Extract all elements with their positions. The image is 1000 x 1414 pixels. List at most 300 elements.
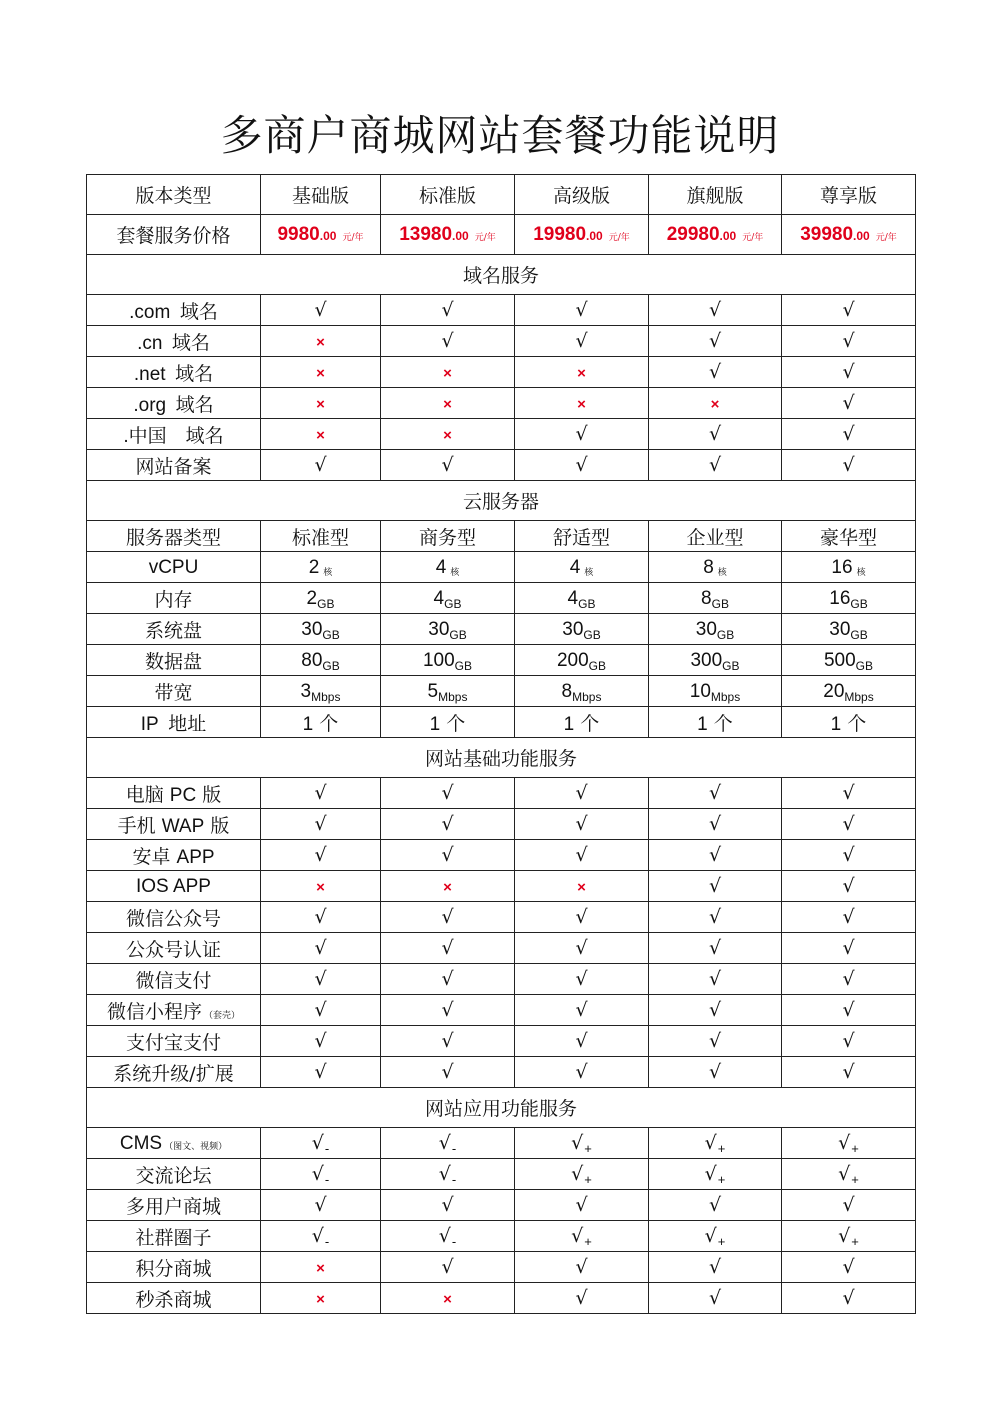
- price-row: [87, 215, 916, 255]
- check-mark-glyph: √: [708, 844, 722, 866]
- spec-unit: GB: [444, 596, 462, 611]
- plus-suffix: +: [851, 1141, 859, 1156]
- check-mark-glyph: √: [842, 1256, 855, 1278]
- spec-number: 1: [302, 713, 314, 735]
- check-mark-glyph: √: [441, 1194, 454, 1216]
- row-label: [87, 902, 261, 933]
- spec-unit: GB: [711, 596, 729, 611]
- spec-value: [261, 676, 381, 707]
- spec-unit: 个: [446, 712, 466, 735]
- feature-label-text: 公众号认证: [125, 938, 221, 961]
- spec-number: 3: [300, 680, 312, 702]
- check-mark-glyph: √: [311, 1225, 324, 1247]
- check-mark-glyph: √: [575, 299, 588, 321]
- check-mark-glyph: √: [842, 361, 855, 383]
- cross-mark: [261, 357, 381, 388]
- domain-row: [87, 357, 916, 388]
- check-mark-glyph: √: [441, 844, 454, 866]
- cross-mark: [515, 388, 649, 419]
- spec-unit: 个: [713, 712, 733, 735]
- check-mark: [782, 1283, 916, 1314]
- spec-unit: GB: [850, 596, 868, 611]
- check-mark-glyph: √: [311, 1132, 324, 1154]
- spec-number: 2: [306, 587, 318, 609]
- section-title-text: 网站基础功能服务: [424, 748, 577, 770]
- feature-label-text: 微信小程序: [106, 1000, 202, 1023]
- check-mark-glyph: √: [708, 299, 722, 321]
- plus-suffix: +: [584, 1141, 592, 1156]
- spec-value: [515, 645, 649, 676]
- spec-value: [381, 707, 515, 738]
- check-mark-glyph: √: [838, 1225, 851, 1247]
- check-mark-glyph: √: [314, 844, 327, 866]
- domain-label-text: 域名: [175, 362, 214, 385]
- section-title: [87, 738, 916, 778]
- row-label: [87, 583, 261, 614]
- ip-row: [87, 707, 916, 738]
- check-plus-mark: [649, 1128, 782, 1159]
- spec-number: 10: [689, 680, 711, 702]
- spec-number: 1: [429, 713, 441, 735]
- cross-mark: [381, 357, 515, 388]
- check-mark-glyph: √: [708, 875, 722, 897]
- check-mark-glyph: √: [575, 937, 588, 959]
- check-mark-glyph: √: [708, 1287, 722, 1309]
- row-label: [87, 840, 261, 871]
- spec-number: 4: [569, 556, 581, 578]
- check-mark-glyph: √: [575, 423, 588, 445]
- check-mark-glyph: √: [314, 1194, 327, 1216]
- cross-mark-glyph: ×: [316, 427, 325, 444]
- cross-mark: [261, 1252, 381, 1283]
- row-label: [87, 778, 261, 809]
- row-label: [87, 1221, 261, 1252]
- spec-unit: GB: [578, 596, 596, 611]
- plan-price: [649, 215, 782, 255]
- data-disk-row: [87, 645, 916, 676]
- spec-number: 4: [567, 587, 579, 609]
- check-mark: [381, 326, 515, 357]
- check-mark-glyph: √: [704, 1132, 717, 1154]
- spec-value: [261, 645, 381, 676]
- plan-name: [261, 175, 381, 215]
- section-basic: [87, 738, 916, 778]
- basic-feature-row: [87, 871, 916, 902]
- check-mark: [515, 1057, 649, 1088]
- check-mark: [381, 1190, 515, 1221]
- check-mark-glyph: √: [441, 813, 454, 835]
- price-amount: 19980: [533, 224, 587, 245]
- domain-row: [87, 419, 916, 450]
- spec-unit: Mbps: [311, 689, 341, 704]
- check-minus-mark: [381, 1221, 515, 1252]
- spec-unit: GB: [583, 627, 601, 642]
- plan-name-text: 高级版: [552, 185, 610, 207]
- price-amount: 9980: [277, 224, 320, 245]
- plus-suffix: +: [717, 1234, 726, 1249]
- plus-suffix: +: [584, 1234, 592, 1249]
- check-mark: [515, 326, 649, 357]
- plan-name: [515, 175, 649, 215]
- spec-number: 5: [427, 680, 439, 702]
- spec-value: [261, 552, 381, 583]
- basic-feature-row: [87, 840, 916, 871]
- check-mark-glyph: √: [842, 782, 855, 804]
- check-mark-glyph: √: [311, 1163, 324, 1185]
- check-mark-glyph: √: [314, 999, 327, 1021]
- check-mark: [782, 450, 916, 481]
- row-label: [87, 1283, 261, 1314]
- check-mark-glyph: √: [842, 937, 855, 959]
- cross-mark: [261, 419, 381, 450]
- check-minus-mark: [261, 1128, 381, 1159]
- app-feature-row: [87, 1159, 916, 1190]
- bandwidth-row: [87, 676, 916, 707]
- memory-row: [87, 583, 916, 614]
- check-mark-glyph: √: [441, 1256, 454, 1278]
- check-minus-mark: [261, 1159, 381, 1190]
- check-mark-glyph: √: [314, 968, 327, 990]
- check-mark: [782, 326, 916, 357]
- price-amount: 29980: [666, 224, 720, 245]
- spec-unit: GB: [850, 627, 868, 642]
- spec-value: [649, 645, 782, 676]
- row-label: [87, 809, 261, 840]
- spec-value: [515, 614, 649, 645]
- check-mark: [649, 964, 782, 995]
- check-mark: [782, 1190, 916, 1221]
- spec-value: [782, 707, 916, 738]
- plan-name-text: 标准版: [418, 185, 476, 207]
- check-minus-mark: [381, 1159, 515, 1190]
- spec-number: 1: [830, 713, 842, 735]
- cross-mark: [381, 1283, 515, 1314]
- check-minus-mark: [261, 1221, 381, 1252]
- server-type-text: 企业型: [686, 526, 744, 549]
- check-mark: [515, 1252, 649, 1283]
- minus-suffix: -: [324, 1172, 330, 1187]
- check-mark-glyph: √: [441, 937, 454, 959]
- spec-value: [649, 676, 782, 707]
- check-plus-mark: [649, 1159, 782, 1190]
- domain-row: [87, 295, 916, 326]
- server-type: [782, 521, 916, 552]
- check-mark: [515, 964, 649, 995]
- check-mark: [261, 840, 381, 871]
- feature-label-text: 系统升级/扩展: [113, 1062, 234, 1085]
- check-mark-glyph: √: [708, 361, 722, 383]
- check-mark-glyph: √: [314, 906, 327, 928]
- check-mark-glyph: √: [441, 999, 454, 1021]
- check-mark-glyph: √: [708, 423, 722, 445]
- cross-mark-glyph: ×: [443, 396, 452, 413]
- feature-label-text: 秒杀商城: [135, 1288, 212, 1311]
- row-label: [87, 1159, 261, 1190]
- plan-name-text: 旗舰版: [686, 185, 744, 207]
- cross-mark-glyph: ×: [443, 879, 452, 896]
- check-minus-mark: [381, 1128, 515, 1159]
- domain-suffix: .org: [133, 394, 167, 416]
- ip-label-text: 地址: [168, 712, 207, 735]
- plan-name-text: 尊享版: [819, 185, 877, 207]
- app-feature-row: [87, 1190, 916, 1221]
- check-mark: [782, 778, 916, 809]
- spec-unit: GB: [322, 658, 340, 673]
- cross-mark: [381, 388, 515, 419]
- spec-number: 80: [301, 649, 323, 671]
- check-mark-glyph: √: [842, 1030, 855, 1052]
- check-mark: [515, 1190, 649, 1221]
- feature-label-sans: CMS: [119, 1132, 163, 1154]
- plan-price: [782, 215, 916, 255]
- check-mark-glyph: √: [708, 968, 722, 990]
- check-mark-glyph: √: [575, 999, 588, 1021]
- spec-value: [782, 676, 916, 707]
- check-mark-glyph: √: [314, 813, 327, 835]
- domain-label-text: 域名: [171, 331, 210, 354]
- check-mark: [649, 1057, 782, 1088]
- server-type: [515, 521, 649, 552]
- spec-value: [515, 676, 649, 707]
- check-mark-glyph: √: [575, 1061, 588, 1083]
- spec-value: [649, 583, 782, 614]
- row-label: [87, 1128, 261, 1159]
- check-mark-glyph: √: [838, 1163, 851, 1185]
- plan-name: [381, 175, 515, 215]
- check-mark-glyph: √: [704, 1163, 717, 1185]
- check-mark-glyph: √: [842, 454, 855, 476]
- spec-value: [649, 552, 782, 583]
- check-mark: [261, 1026, 381, 1057]
- server-type-text: 舒适型: [552, 526, 610, 549]
- check-mark: [649, 871, 782, 902]
- check-mark: [261, 809, 381, 840]
- minus-suffix: -: [324, 1234, 330, 1249]
- price-amount: 39980: [800, 224, 854, 245]
- row-label: [87, 1026, 261, 1057]
- feature-label-text: 支付宝支付: [125, 1031, 221, 1054]
- check-mark: [782, 1252, 916, 1283]
- spec-unit: GB: [449, 627, 467, 642]
- check-mark: [649, 1026, 782, 1057]
- cross-mark-glyph: ×: [443, 365, 452, 382]
- spec-value: [381, 552, 515, 583]
- spec-unit: GB: [317, 596, 335, 611]
- row-label: [87, 388, 261, 419]
- row-label: [87, 871, 261, 902]
- check-plus-mark: [782, 1221, 916, 1252]
- check-mark: [649, 419, 782, 450]
- check-mark-glyph: √: [575, 1030, 588, 1052]
- feature-label-post: 版: [202, 783, 222, 806]
- check-mark: [649, 809, 782, 840]
- spec-value: [381, 583, 515, 614]
- check-mark-glyph: √: [438, 1225, 451, 1247]
- check-mark: [261, 964, 381, 995]
- check-mark-glyph: √: [842, 1194, 855, 1216]
- domain-label-text: 域名: [175, 393, 214, 416]
- check-mark-glyph: √: [314, 1030, 327, 1052]
- basic-feature-row: [87, 778, 916, 809]
- spec-unit: GB: [454, 658, 473, 673]
- spec-unit: 个: [580, 712, 600, 735]
- check-mark: [381, 809, 515, 840]
- plan-name: [782, 175, 916, 215]
- feature-label-text: 积分商城: [135, 1257, 212, 1280]
- spec-unit: 核: [717, 567, 727, 578]
- check-mark: [649, 1190, 782, 1221]
- check-mark: [515, 840, 649, 871]
- row-label: [87, 175, 261, 215]
- check-mark-glyph: √: [575, 782, 588, 804]
- ip-label-sans: IP: [140, 713, 159, 735]
- price-unit: 元/年: [608, 233, 630, 243]
- spec-number: 300: [690, 649, 723, 671]
- check-mark: [649, 902, 782, 933]
- row-label: [87, 357, 261, 388]
- check-mark-glyph: √: [314, 1061, 327, 1083]
- check-mark: [782, 1057, 916, 1088]
- check-mark: [261, 450, 381, 481]
- check-mark: [782, 902, 916, 933]
- spec-unit: 核: [584, 567, 594, 578]
- check-plus-mark: [782, 1159, 916, 1190]
- cross-mark-glyph: ×: [316, 879, 325, 896]
- section-domain: [87, 255, 916, 295]
- check-mark: [261, 1190, 381, 1221]
- check-mark-glyph: √: [708, 1030, 722, 1052]
- feature-label-text: 多用户商城: [125, 1195, 221, 1218]
- spec-number: 1: [697, 713, 708, 735]
- feature-label-text: 微信支付: [135, 969, 212, 992]
- check-mark-glyph: √: [441, 299, 454, 321]
- row-label: [87, 450, 261, 481]
- check-plus-mark: [515, 1221, 649, 1252]
- price-unit: 元/年: [342, 233, 364, 243]
- price-unit: 元/年: [875, 233, 897, 243]
- row-label: [87, 1057, 261, 1088]
- cross-mark-glyph: ×: [316, 1291, 325, 1308]
- check-mark-glyph: √: [708, 813, 722, 835]
- domain-suffix: .net: [133, 363, 166, 385]
- domain-row: [87, 388, 916, 419]
- check-mark-glyph: √: [708, 782, 722, 804]
- row-label-text: 系统盘: [144, 619, 202, 642]
- domain-label-text: 网站备案: [135, 455, 212, 478]
- check-mark: [381, 964, 515, 995]
- check-mark: [782, 871, 916, 902]
- check-mark: [261, 933, 381, 964]
- feature-label-text: 电脑: [125, 783, 164, 806]
- check-mark: [261, 995, 381, 1026]
- check-mark-glyph: √: [842, 1061, 855, 1083]
- check-mark-glyph: √: [842, 968, 855, 990]
- price-decimal: .00: [586, 229, 603, 243]
- spec-value: [515, 707, 649, 738]
- app-feature-row: [87, 1252, 916, 1283]
- check-mark-glyph: √: [708, 1061, 722, 1083]
- check-mark: [649, 840, 782, 871]
- cross-mark-glyph: ×: [443, 1291, 452, 1308]
- check-mark: [782, 809, 916, 840]
- row-label-text: vCPU: [148, 556, 199, 578]
- check-mark-glyph: √: [842, 813, 855, 835]
- check-plus-mark: [515, 1128, 649, 1159]
- cross-mark: [261, 388, 381, 419]
- spec-value: [782, 583, 916, 614]
- cross-mark: [261, 1283, 381, 1314]
- price-decimal: .00: [719, 229, 737, 243]
- cross-mark-glyph: ×: [316, 396, 325, 413]
- feature-label-sans: WAP: [161, 815, 205, 837]
- row-label: [87, 215, 261, 255]
- cross-mark: [381, 871, 515, 902]
- spec-unit: Mbps: [844, 689, 874, 704]
- server-type: [381, 521, 515, 552]
- check-mark: [515, 450, 649, 481]
- section-title: [87, 481, 916, 521]
- check-mark: [649, 995, 782, 1026]
- basic-feature-row: [87, 964, 916, 995]
- row-label: [87, 614, 261, 645]
- check-mark: [381, 778, 515, 809]
- system-disk-row: [87, 614, 916, 645]
- check-mark: [649, 326, 782, 357]
- spec-number: 30: [428, 618, 450, 640]
- plan-comparison-table: [86, 174, 916, 1314]
- cross-mark: [515, 357, 649, 388]
- price-unit: 元/年: [742, 233, 764, 243]
- spec-unit: 核: [450, 567, 460, 578]
- row-label: [87, 995, 261, 1026]
- check-mark-glyph: √: [571, 1225, 584, 1247]
- row-label: [87, 419, 261, 450]
- section-title-text: 网站应用功能服务: [424, 1098, 577, 1120]
- spec-unit: 核: [323, 567, 333, 578]
- plan-price: [261, 215, 381, 255]
- check-mark-glyph: √: [438, 1132, 451, 1154]
- check-mark: [782, 964, 916, 995]
- check-mark: [515, 778, 649, 809]
- check-mark: [649, 1283, 782, 1314]
- header-row: [87, 175, 916, 215]
- section-cloud: [87, 481, 916, 521]
- basic-feature-row: [87, 1057, 916, 1088]
- spec-value: [782, 614, 916, 645]
- check-mark: [381, 933, 515, 964]
- plus-suffix: +: [851, 1234, 859, 1249]
- page-title: 多商户商城网站套餐功能说明: [220, 111, 780, 160]
- feature-label-sans: PC: [169, 784, 197, 806]
- check-mark-glyph: √: [314, 937, 327, 959]
- check-mark-glyph: √: [575, 906, 588, 928]
- spec-value: [649, 614, 782, 645]
- minus-suffix: -: [451, 1141, 457, 1156]
- check-mark: [515, 1283, 649, 1314]
- cross-mark-glyph: ×: [577, 365, 586, 382]
- check-mark: [261, 295, 381, 326]
- check-mark: [782, 419, 916, 450]
- check-mark-glyph: √: [314, 782, 327, 804]
- check-mark: [381, 902, 515, 933]
- check-mark-glyph: √: [441, 968, 454, 990]
- check-mark-glyph: √: [441, 454, 454, 476]
- section-title-text: 域名服务: [462, 265, 539, 287]
- check-mark-glyph: √: [575, 330, 588, 352]
- feature-note: （套壳）: [204, 1010, 241, 1021]
- check-mark-glyph: √: [441, 1061, 454, 1083]
- server-type: [649, 521, 782, 552]
